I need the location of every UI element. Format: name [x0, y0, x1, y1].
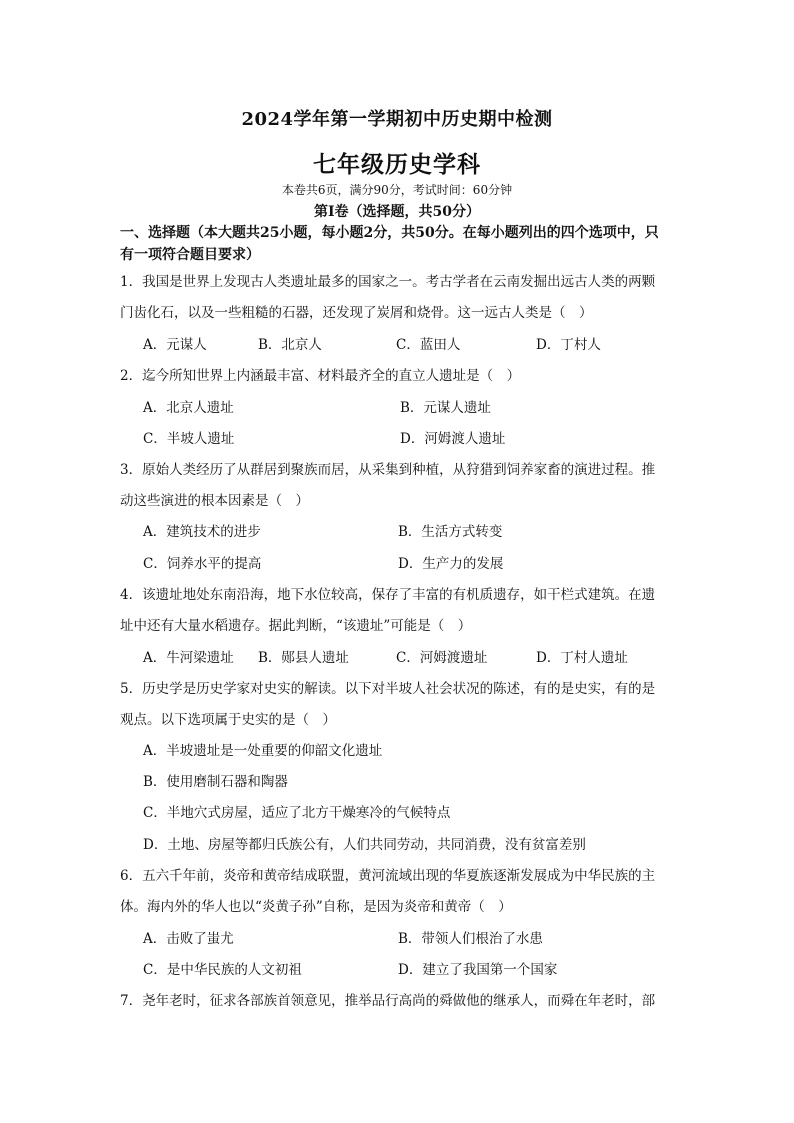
question-1-line-2: 门齿化石，以及一些粗糙的石器，还发现了炭屑和烧骨。这一远古人类是（ ） [120, 305, 593, 321]
question-1-option-d: D．丁村人 [536, 337, 601, 353]
question-5-line-1: 5．历史学是历史学家对史实的解读。以下对半坡人社会状况的陈述，有的是史实，有的是 [120, 681, 656, 697]
question-5-line-2: 观点。以下选项属于史实的是（ ） [120, 712, 336, 728]
section-line-1: 一、选择题（本大题共25小题，每小题2分，共50分。在每小题列出的四个选项中，只 [120, 225, 659, 241]
question-3-line-2: 动这些演进的根本因素是（ ） [120, 493, 309, 509]
question-4-line-2: 址中还有大量水稻遗存。据此判断，“该遗址”可能是（ ） [120, 618, 472, 634]
question-3-option-c: C．饲养水平的提高 [143, 556, 262, 572]
question-3-option-b: B．生活方式转变 [398, 524, 503, 540]
section-line-2: 有一项符合题目要求） [120, 247, 260, 263]
question-3-line-1: 3．原始人类经历了从群居到聚族而居，从采集到种植，从狩猎到饲养家畜的演进过程。推 [120, 462, 656, 478]
question-1-option-a: A．元谋人 [143, 337, 207, 353]
question-6-line-1: 6．五六千年前，炎帝和黄帝结成联盟，黄河流域出现的华夏族逐渐发展成为中华民族的主 [120, 868, 656, 884]
question-1-option-b: B．北京人 [258, 337, 322, 353]
question-5-option-b: B．使用磨制石器和陶器 [143, 774, 288, 790]
question-7-line-1: 7．尧年老时，征求各部族首领意见，推举品行高尚的舜做他的继承人，而舜在年老时，部 [120, 993, 656, 1009]
question-3-option-a: A．建筑技术的进步 [143, 524, 261, 540]
question-2-option-d: D．河姆渡人遗址 [400, 431, 506, 447]
question-1-line-1: 1．我国是世界上发现古人类遗址最多的国家之一。考古学者在云南发掘出远古人类的两颗 [120, 274, 656, 290]
question-4-option-c: C．河姆渡遗址 [396, 650, 488, 666]
question-6-option-a: A．击败了蚩尤 [143, 931, 234, 947]
section-instructions [120, 222, 685, 266]
question-2-option-c: C．半坡人遗址 [143, 431, 235, 447]
question-6-line-2: 体。海内外的华人也以“炎黄子孙”自称，是因为炎帝和黄帝（ ） [120, 899, 512, 915]
question-2-option-b: B．元谋人遗址 [400, 400, 491, 416]
question-4-line-1: 4．该遗址地处东南沿海，地下水位较高，保存了丰富的有机质遗存，如干栏式建筑。在遗 [120, 587, 656, 603]
question-5-option-a: A．半坡遗址是一处重要的仰韶文化遗址 [143, 743, 383, 759]
question-2-option-a: A．北京人遗址 [143, 400, 234, 416]
exam-meta: 本卷共6页，满分90分，考试时间：60分钟 [281, 183, 513, 197]
question-6-option-c: C．是中华民族的人文初祖 [143, 962, 302, 978]
question-6-option-d: D．建立了我国第一个国家 [398, 962, 558, 978]
question-4-option-a: A．牛河梁遗址 [143, 650, 234, 666]
question-2-line-1: 2．迄今所知世界上内涵最丰富、材料最齐全的直立人遗址是（ ） [120, 368, 521, 384]
question-5-option-c: C．半地穴式房屋，适应了北方干燥寒冷的气候特点 [143, 805, 451, 821]
question-5-option-d: D．土地、房屋等都归氏族公有，人们共同劳动，共同消费，没有贫富差别 [143, 837, 586, 853]
question-3-option-d: D．生产力的发展 [398, 556, 504, 572]
question-6-option-b: B．带领人们根治了水患 [398, 931, 543, 947]
question-4-option-d: D．丁村人遗址 [536, 650, 628, 666]
exam-title: 2024学年第一学期初中历史期中检测 [241, 109, 553, 130]
question-4-option-b: B．郧县人遗址 [258, 650, 349, 666]
part-heading: 第Ⅰ卷（选择题，共50分） [313, 204, 481, 220]
question-1-option-c: C．蓝田人 [396, 337, 461, 353]
subject-title: 七年级历史学科 [313, 151, 481, 178]
